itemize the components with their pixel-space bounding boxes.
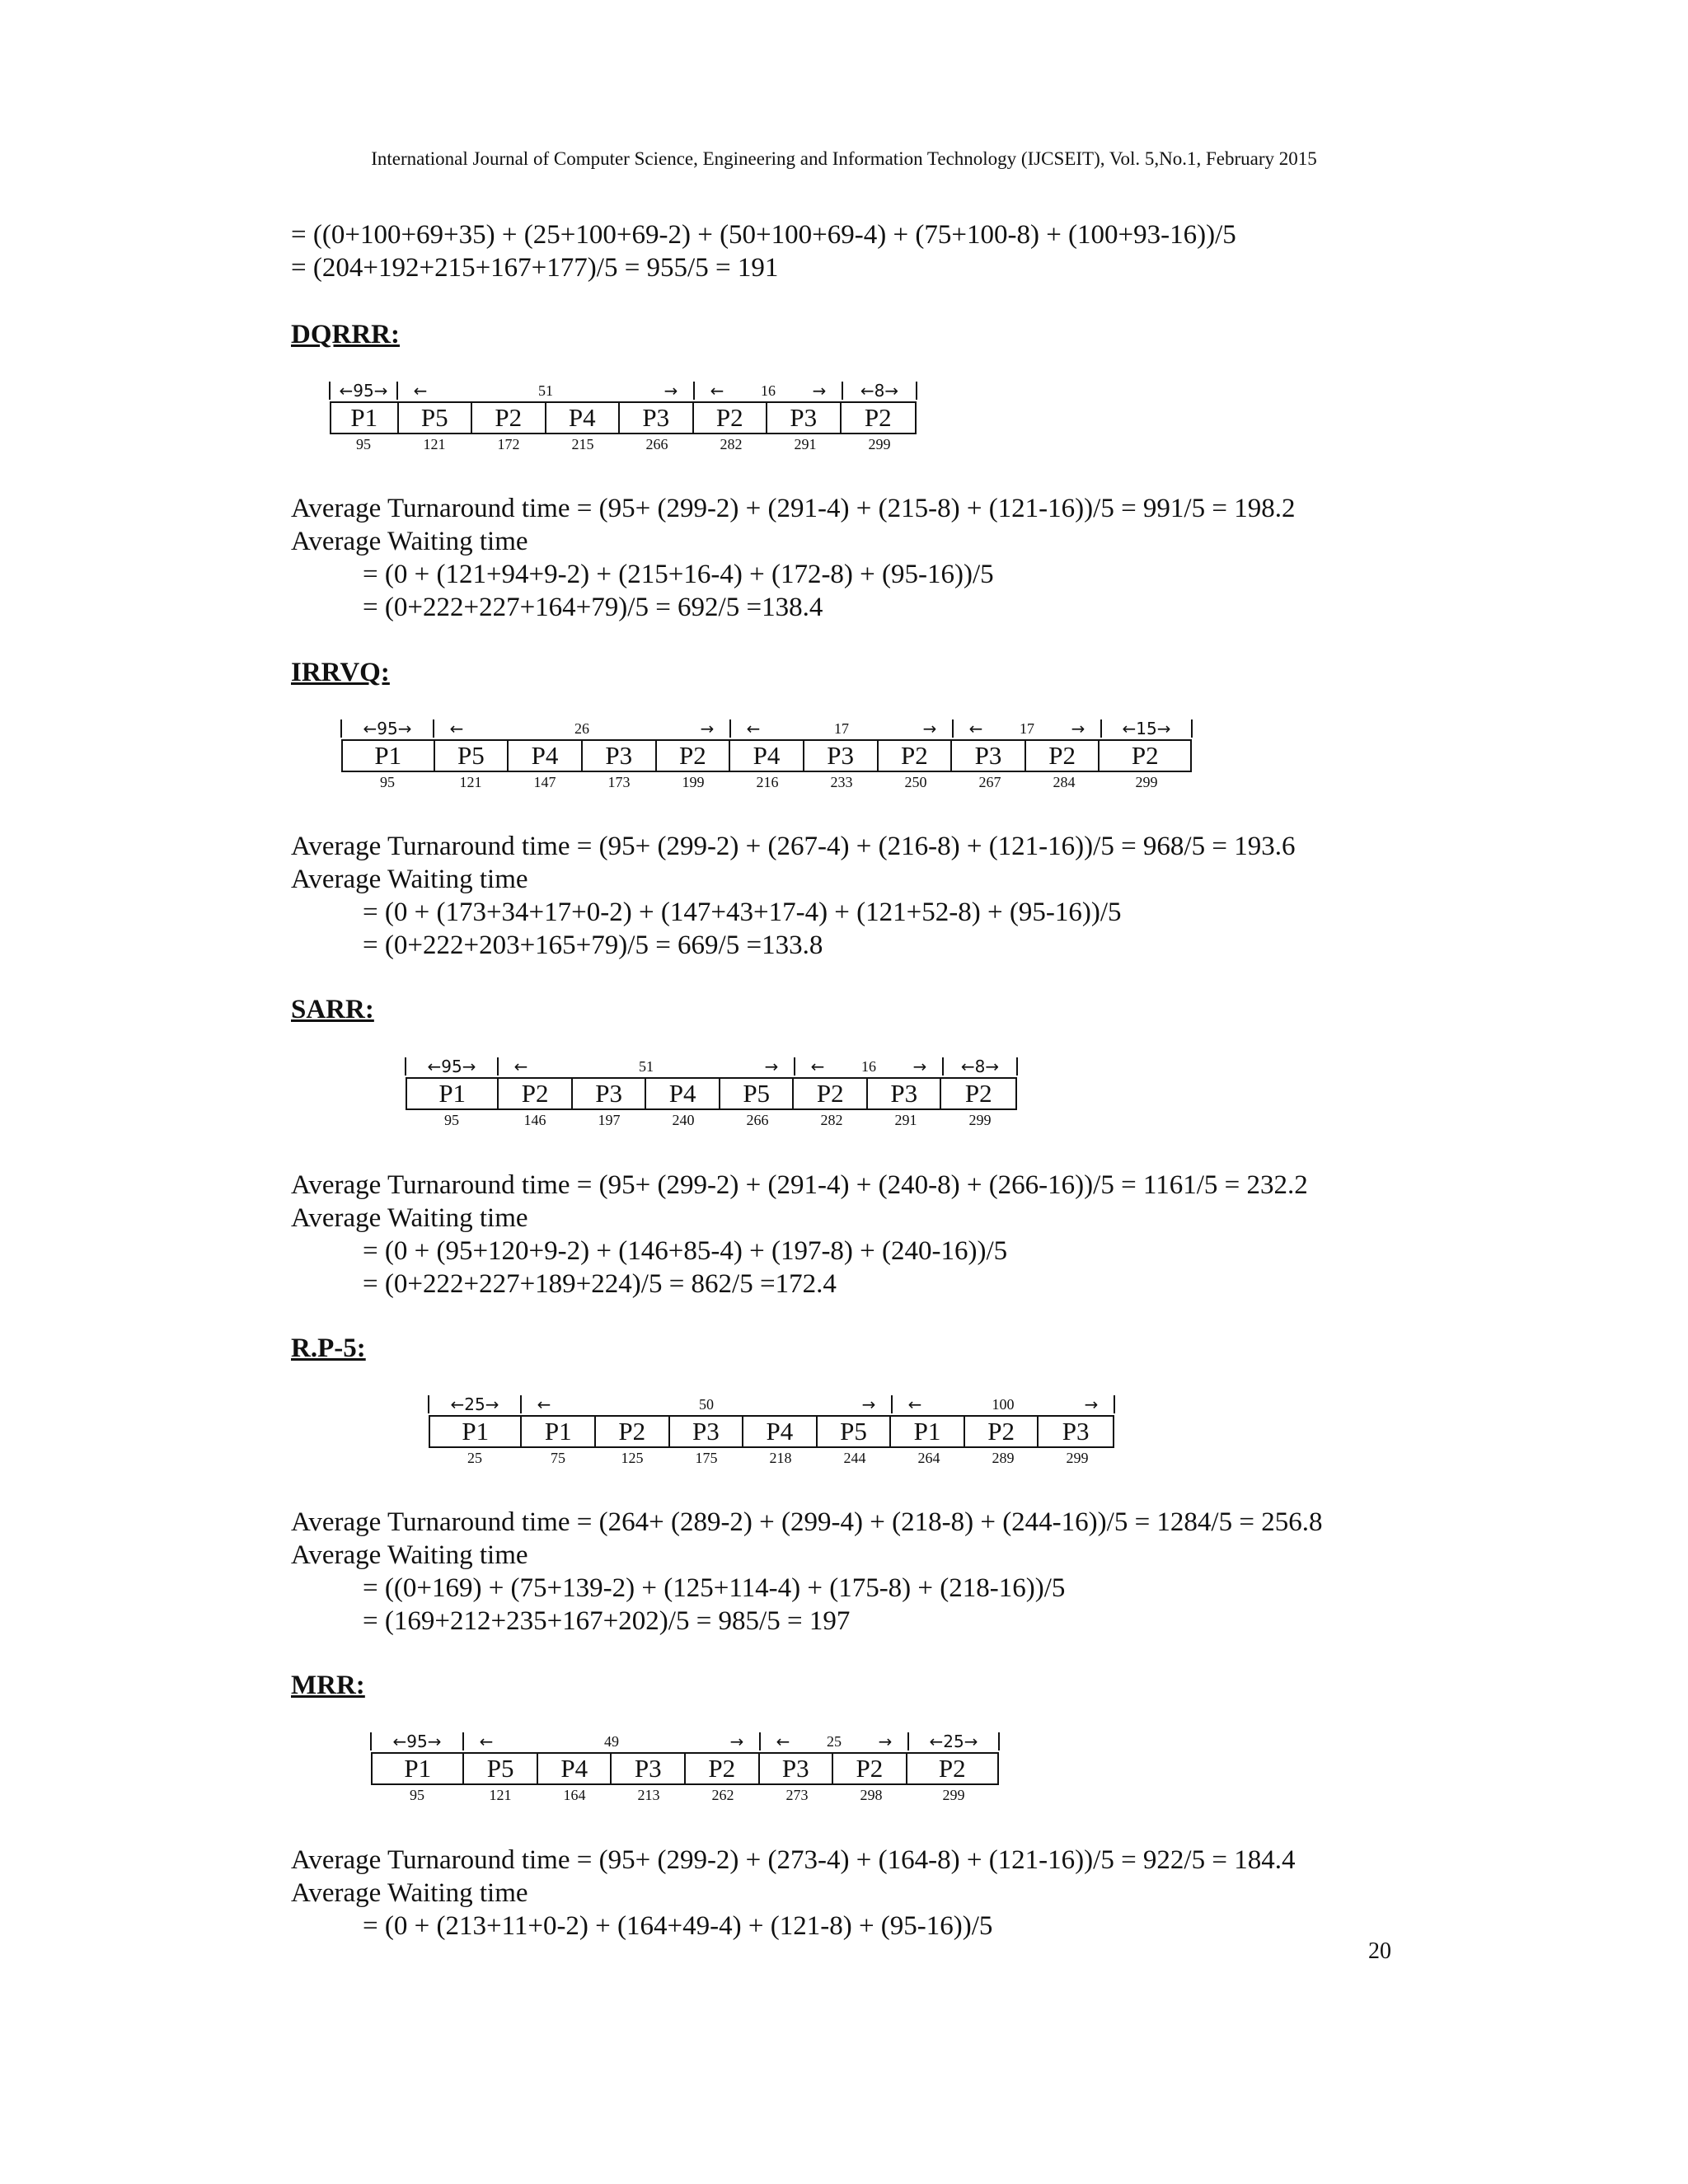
irrvq-bracket-tick [1191, 719, 1193, 738]
sarr-completion-time: 95 [444, 1112, 459, 1128]
sarr-right-arrow-icon: → [764, 1057, 779, 1076]
irrvq-process-cell: P1 [343, 741, 435, 771]
irrvq-left-arrow-icon: ← [449, 719, 464, 738]
sarr-completion-time: 266 [746, 1112, 769, 1128]
dqrrr-waiting-2: = (0+222+227+164+79)/5 = 692/5 =138.4 [363, 593, 823, 622]
mrr-right-arrow-icon: → [729, 1732, 744, 1751]
dqrrr-process-row [330, 401, 917, 434]
irrvq-process-row [341, 739, 1192, 772]
irrvq-completion-time: 284 [1053, 774, 1076, 790]
rp5-gantt-chart [429, 1395, 1114, 1469]
sarr-completion-time: 197 [598, 1112, 621, 1128]
dqrrr-process-cell: P2 [864, 403, 892, 432]
rp5-process-cell: P1 [522, 1417, 596, 1446]
dqrrr-completion-time: 95 [356, 436, 371, 452]
dqrrr-bracket-tick [693, 382, 695, 400]
irrvq-completion-time: 147 [533, 774, 556, 790]
irrvq-left-arrow-icon: ← [746, 719, 761, 738]
rp5-completion-time: 125 [621, 1450, 644, 1466]
sarr-process-cell: P3 [868, 1079, 942, 1108]
rp5-waiting-2: = (169+212+235+167+202)/5 = 985/5 = 197 [363, 1606, 851, 1636]
sarr-process-cell: P2 [499, 1079, 573, 1108]
intro-line-2: = (204+192+215+167+177)/5 = 955/5 = 191 [291, 253, 779, 283]
mrr-completion-time: 164 [563, 1787, 586, 1803]
dqrrr-bracket-tick [329, 382, 331, 400]
sarr-waiting-1: = (0 + (95+120+9-2) + (146+85-4) + (197-8) + (240-16))/5 [363, 1236, 1008, 1266]
mrr-gantt-chart [371, 1732, 997, 1807]
mrr-completion-time: 213 [637, 1787, 660, 1803]
rp5-time-row [429, 1450, 1114, 1469]
irrvq-quantum-label: 17 [1020, 720, 1034, 737]
mrr-process-cell: P2 [833, 1754, 907, 1783]
sarr-process-cell: P2 [794, 1079, 868, 1108]
irrvq-turnaround: Average Turnaround time = (95+ (299-2) + (267-4) + (216-8) + (121-16))/5 = 968/5 = 193.6 [291, 832, 1296, 861]
mrr-quantum-label: 25 [827, 1733, 842, 1750]
rp5-waiting-label: Average Waiting time [291, 1540, 528, 1570]
rp5-process-cell: P3 [670, 1417, 744, 1446]
rp5-completion-time: 75 [551, 1450, 565, 1466]
mrr-completion-time: 273 [785, 1787, 809, 1803]
irrvq-completion-time: 299 [1135, 774, 1158, 790]
dqrrr-completion-time: 282 [720, 436, 743, 452]
sarr-quantum-label: 16 [861, 1058, 876, 1075]
mrr-bracket-row [371, 1732, 997, 1754]
mrr-process-cell: P5 [464, 1754, 538, 1783]
mrr-turnaround: Average Turnaround time = (95+ (299-2) + (273-4) + (164-8) + (121-16))/5 = 922/5 = 184.4 [291, 1845, 1296, 1875]
irrvq-process-cell: P2 [1026, 741, 1100, 771]
dqrrr-quantum-label: ←95→ [339, 381, 388, 401]
sarr-process-cell: P5 [720, 1079, 795, 1108]
sarr-quantum-label: 51 [639, 1058, 654, 1075]
dqrrr-completion-time: 266 [645, 436, 668, 452]
dqrrr-bracket-tick [396, 382, 398, 400]
rp5-completion-time: 264 [917, 1450, 940, 1466]
dqrrr-time-row [330, 436, 956, 456]
dqrrr-quantum-label: 16 [761, 382, 776, 399]
rp5-quantum-label: ←25→ [450, 1394, 499, 1414]
dqrrr-bracket-tick [916, 382, 917, 400]
rp5-completion-time: 244 [843, 1450, 866, 1466]
mrr-bracket-tick [462, 1732, 464, 1750]
dqrrr-heading: DQRRR: [291, 320, 400, 349]
sarr-bracket-tick [405, 1057, 406, 1076]
mrr-process-row [371, 1752, 999, 1785]
irrvq-bracket-tick [340, 719, 342, 738]
irrvq-completion-time: 267 [978, 774, 1001, 790]
sarr-process-row [406, 1077, 1017, 1110]
rp5-completion-time: 25 [467, 1450, 482, 1466]
irrvq-bracket-tick [952, 719, 954, 738]
mrr-quantum-label: 49 [604, 1733, 619, 1750]
mrr-right-arrow-icon: → [878, 1732, 893, 1751]
dqrrr-process-cell: P1 [331, 403, 399, 433]
rp5-turnaround: Average Turnaround time = (264+ (289-2) + (299-4) + (218-8) + (244-16))/5 = 1284/5 = 256.8 [291, 1507, 1323, 1537]
mrr-bracket-tick [759, 1732, 761, 1750]
irrvq-quantum-label: 17 [834, 720, 849, 737]
mrr-waiting-label: Average Waiting time [291, 1878, 528, 1908]
irrvq-left-arrow-icon: ← [968, 719, 983, 738]
dqrrr-left-arrow-icon: ← [710, 381, 724, 401]
sarr-process-cell: P2 [964, 1079, 992, 1108]
dqrrr-waiting-1: = (0 + (121+94+9-2) + (215+16-4) + (172-8) + (95-16))/5 [363, 560, 994, 589]
rp5-process-cell: P2 [965, 1417, 1039, 1446]
irrvq-completion-time: 121 [459, 774, 482, 790]
mrr-waiting-1: = (0 + (213+11+0-2) + (164+49-4) + (121-8) + (95-16))/5 [363, 1911, 993, 1941]
sarr-bracket-tick [497, 1057, 499, 1076]
rp5-heading: R.P-5: [291, 1333, 366, 1363]
rp5-quantum-label: 50 [699, 1396, 714, 1413]
irrvq-quantum-label: ←95→ [363, 719, 412, 738]
irrvq-right-arrow-icon: → [1071, 719, 1085, 738]
sarr-heading: SARR: [291, 995, 374, 1024]
sarr-gantt-chart [406, 1057, 1017, 1132]
sarr-time-row [406, 1112, 1017, 1132]
irrvq-waiting-label: Average Waiting time [291, 865, 528, 894]
mrr-process-cell: P2 [686, 1754, 760, 1783]
sarr-completion-time: 291 [894, 1112, 917, 1128]
dqrrr-right-arrow-icon: → [663, 381, 678, 401]
dqrrr-completion-time: 215 [571, 436, 594, 452]
sarr-bracket-tick [942, 1057, 944, 1076]
irrvq-quantum-label: 26 [574, 720, 589, 737]
sarr-bracket-tick [794, 1057, 795, 1076]
mrr-completion-time: 262 [711, 1787, 734, 1803]
dqrrr-waiting-label: Average Waiting time [291, 527, 528, 556]
dqrrr-left-arrow-icon: ← [413, 381, 428, 401]
irrvq-completion-time: 199 [682, 774, 705, 790]
dqrrr-quantum-label: 51 [538, 382, 553, 399]
irrvq-waiting-2: = (0+222+203+165+79)/5 = 669/5 =133.8 [363, 930, 823, 960]
irrvq-process-cell: P3 [583, 741, 657, 771]
mrr-process-cell: P3 [612, 1754, 686, 1783]
dqrrr-process-cell: P4 [546, 403, 621, 433]
sarr-process-cell: P4 [646, 1079, 720, 1108]
irrvq-heading: IRRVQ: [291, 658, 390, 687]
dqrrr-right-arrow-icon: → [812, 381, 827, 401]
page-number: 20 [1368, 1938, 1391, 1964]
irrvq-process-cell: P3 [804, 741, 879, 771]
sarr-quantum-label: ←8→ [960, 1057, 1000, 1076]
irrvq-process-cell: P5 [435, 741, 509, 771]
rp5-process-cell: P5 [818, 1417, 892, 1446]
irrvq-bracket-tick [433, 719, 434, 738]
dqrrr-completion-time: 121 [423, 436, 446, 452]
dqrrr-process-cell: P5 [399, 403, 473, 433]
irrvq-process-cell: P2 [1131, 741, 1159, 770]
rp5-process-cell: P2 [596, 1417, 670, 1446]
sarr-completion-time: 146 [523, 1112, 546, 1128]
rp5-right-arrow-icon: → [1084, 1394, 1099, 1414]
dqrrr-process-cell: P3 [620, 403, 694, 433]
irrvq-process-cell: P2 [879, 741, 953, 771]
mrr-bracket-tick [370, 1732, 372, 1750]
irrvq-completion-time: 233 [830, 774, 853, 790]
mrr-bracket-tick [907, 1732, 909, 1750]
dqrrr-completion-time: 299 [868, 436, 891, 452]
sarr-completion-time: 299 [968, 1112, 992, 1128]
rp5-bracket-row [429, 1395, 1114, 1417]
dqrrr-quantum-label: ←8→ [860, 381, 899, 401]
sarr-waiting-label: Average Waiting time [291, 1203, 528, 1233]
irrvq-completion-time: 173 [607, 774, 631, 790]
dqrrr-process-cell: P3 [767, 403, 842, 433]
mrr-process-cell: P4 [538, 1754, 612, 1783]
sarr-process-cell: P1 [407, 1079, 499, 1108]
mrr-left-arrow-icon: ← [479, 1732, 494, 1751]
rp5-bracket-tick [891, 1395, 893, 1413]
irrvq-completion-time: 216 [756, 774, 779, 790]
irrvq-process-cell: P4 [730, 741, 804, 771]
mrr-process-cell: P3 [760, 1754, 834, 1783]
rp5-completion-time: 299 [1066, 1450, 1089, 1466]
rp5-quantum-label: 100 [992, 1396, 1015, 1413]
intro-line-1: = ((0+100+69+35) + (25+100+69-2) + (50+100+69-4) + (75+100-8) + (100+93-16))/5 [291, 220, 1236, 250]
mrr-completion-time: 95 [410, 1787, 424, 1803]
rp5-process-cell: P4 [743, 1417, 818, 1446]
rp5-waiting-1: = ((0+169) + (75+139-2) + (125+114-4) + (175-8) + (218-16))/5 [363, 1573, 1066, 1603]
dqrrr-completion-time: 291 [794, 436, 817, 452]
irrvq-gantt-chart [341, 719, 1190, 794]
mrr-completion-time: 121 [489, 1787, 512, 1803]
mrr-bracket-tick [998, 1732, 1000, 1750]
mrr-heading: MRR: [291, 1671, 365, 1700]
rp5-bracket-tick [520, 1395, 522, 1413]
irrvq-bracket-tick [729, 719, 731, 738]
rp5-left-arrow-icon: ← [907, 1394, 922, 1414]
irrvq-quantum-label: ←15→ [1122, 719, 1171, 738]
dqrrr-process-cell: P2 [472, 403, 546, 433]
dqrrr-completion-time: 172 [497, 436, 520, 452]
irrvq-completion-time: 250 [904, 774, 927, 790]
sarr-left-arrow-icon: ← [810, 1057, 825, 1076]
mrr-quantum-label: ←25→ [929, 1732, 978, 1751]
sarr-bracket-tick [1016, 1057, 1018, 1076]
sarr-completion-time: 282 [820, 1112, 843, 1128]
journal-header: International Journal of Computer Science, Engineering and Information Technology (IJCSEIT), Vol. 5,No.1, February 2015 [371, 148, 1317, 169]
rp5-process-cell: P1 [891, 1417, 965, 1446]
irrvq-time-row [341, 774, 1190, 794]
mrr-completion-time: 299 [942, 1787, 965, 1803]
rp5-completion-time: 289 [992, 1450, 1015, 1466]
sarr-left-arrow-icon: ← [513, 1057, 528, 1076]
mrr-process-cell: P2 [938, 1754, 966, 1783]
irrvq-process-cell: P4 [509, 741, 583, 771]
rp5-completion-time: 218 [769, 1450, 792, 1466]
mrr-quantum-label: ←95→ [392, 1732, 442, 1751]
rp5-left-arrow-icon: ← [537, 1394, 551, 1414]
irrvq-bracket-tick [1100, 719, 1102, 738]
irrvq-waiting-1: = (0 + (173+34+17+0-2) + (147+43+17-4) + (121+52-8) + (95-16))/5 [363, 898, 1122, 927]
dqrrr-bracket-tick [842, 382, 843, 400]
dqrrr-turnaround: Average Turnaround time = (95+ (299-2) + (291-4) + (215-8) + (121-16))/5 = 991/5 = 198.2 [291, 494, 1296, 523]
sarr-completion-time: 240 [672, 1112, 695, 1128]
dqrrr-process-cell: P2 [694, 403, 768, 433]
irrvq-right-arrow-icon: → [700, 719, 715, 738]
dqrrr-gantt-chart [330, 382, 956, 456]
sarr-bracket-row [406, 1057, 1017, 1079]
sarr-turnaround: Average Turnaround time = (95+ (299-2) + (291-4) + (240-8) + (266-16))/5 = 1161/5 = 232.2 [291, 1170, 1308, 1200]
mrr-completion-time: 298 [860, 1787, 883, 1803]
irrvq-bracket-row [341, 719, 1190, 741]
rp5-process-row [429, 1415, 1114, 1448]
irrvq-right-arrow-icon: → [922, 719, 937, 738]
dqrrr-bracket-row [330, 382, 956, 403]
rp5-bracket-tick [1114, 1395, 1115, 1413]
sarr-waiting-2: = (0+222+227+189+224)/5 = 862/5 =172.4 [363, 1269, 837, 1299]
mrr-process-cell: P1 [373, 1754, 464, 1783]
rp5-bracket-tick [428, 1395, 429, 1413]
rp5-completion-time: 175 [695, 1450, 718, 1466]
mrr-left-arrow-icon: ← [776, 1732, 790, 1751]
mrr-time-row [371, 1787, 997, 1807]
sarr-process-cell: P3 [573, 1079, 647, 1108]
sarr-right-arrow-icon: → [912, 1057, 927, 1076]
irrvq-process-cell: P3 [952, 741, 1026, 771]
rp5-process-cell: P1 [430, 1417, 522, 1446]
rp5-process-cell: P3 [1062, 1417, 1090, 1446]
sarr-quantum-label: ←95→ [427, 1057, 476, 1076]
irrvq-completion-time: 95 [380, 774, 395, 790]
irrvq-process-cell: P2 [657, 741, 731, 771]
rp5-right-arrow-icon: → [861, 1394, 876, 1414]
